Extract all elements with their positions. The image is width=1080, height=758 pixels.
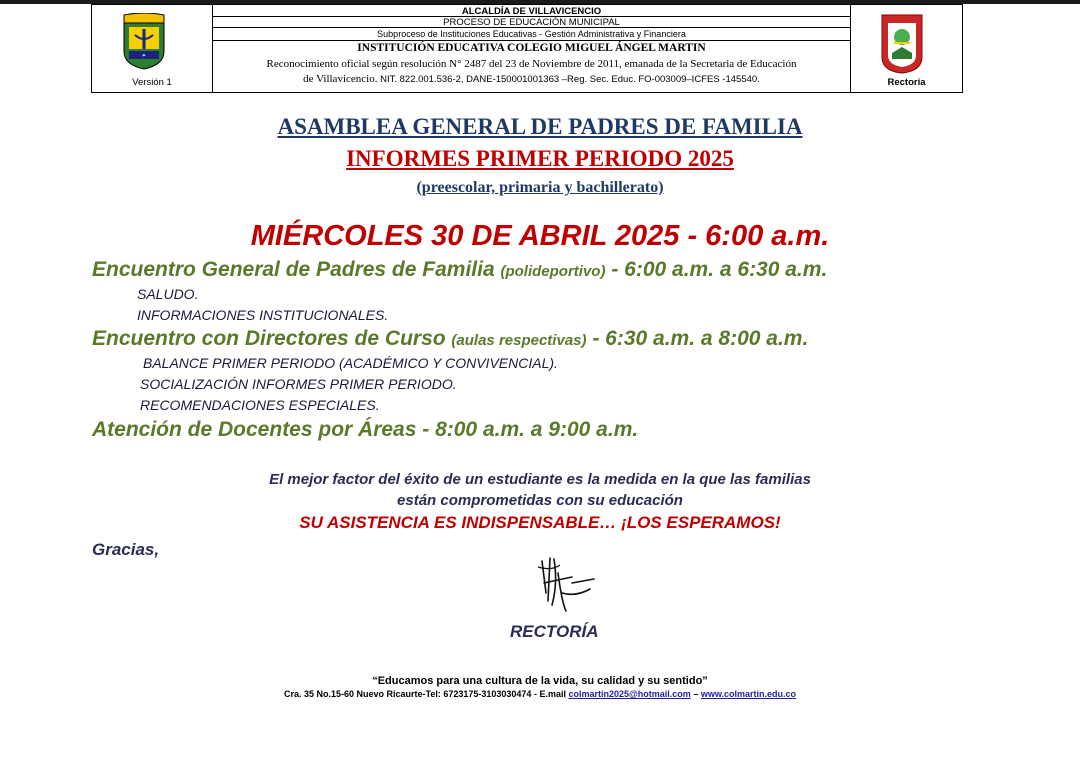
registration-line — [213, 72, 850, 87]
education-process-line: PROCESO DE EDUCACIÓN MUNICIPAL — [213, 17, 850, 28]
quote-line-1: El mejor factor del éxito de un estudiante es la medida en la que las familias — [269, 471, 811, 488]
registration-codes: NIT. 822.001.536-2, DANE-150001001363 –Reg. Sec. Educ. FO-003009–ICFES -145540. — [380, 74, 760, 85]
section-title: Encuentro con Directores de Curso — [92, 327, 446, 350]
institution-name: INSTITUCIÓN EDUCATIVA COLEGIO MIGUEL ÁNGEL MARTIN — [357, 42, 706, 54]
contact-line — [0, 689, 1080, 699]
section-title: Atención de Docentes por Áreas - 8:00 a.m. a 9:00 a.m. — [92, 418, 639, 441]
section-place: (aulas respectivas) — [451, 332, 587, 349]
rector-signature — [532, 553, 602, 619]
recognition-line: Reconocimiento oficial según resolución N° 2487 del 23 de Noviembre de 2011, emanada de la Secretaria de Educación — [266, 58, 797, 70]
letterhead-center — [213, 5, 850, 92]
agenda-item: SOCIALIZACIÓN INFORMES PRIMER PERIODO. — [140, 376, 457, 392]
registration-city: de Villavicencio. — [303, 73, 378, 85]
section-time: - 6:30 a.m. a 8:00 a.m. — [592, 327, 809, 350]
mayor-office-line: ALCALDÍA DE VILLAVICENCIO — [213, 6, 850, 17]
reports-title: INFORMES PRIMER PERIODO 2025 — [346, 146, 734, 171]
assembly-title: ASAMBLEA GENERAL DE PADRES DE FAMILIA — [277, 114, 803, 139]
version-label: Versión 1 — [132, 77, 172, 88]
rectoria-label: Rectoría — [887, 77, 926, 88]
section-title: Encuentro General de Padres de Familia — [92, 258, 495, 281]
svg-text:✦: ✦ — [141, 53, 147, 59]
signer-title: RECTORÍA — [510, 622, 599, 641]
levels-subtitle: (preescolar, primaria y bachillerato) — [416, 179, 664, 196]
agenda-item: INFORMACIONES INSTITUCIONALES. — [137, 307, 389, 323]
agenda-item: RECOMENDACIONES ESPECIALES. — [140, 397, 380, 413]
section-course-directors — [92, 327, 808, 351]
website-link[interactable]: www.colmartin.edu.co — [700, 689, 797, 699]
letterhead-right-cell — [850, 5, 962, 92]
section-general-meeting — [92, 258, 827, 282]
thanks-text: Gracias, — [92, 540, 160, 559]
agenda-item: SALUDO. — [137, 286, 199, 302]
agenda-item: BALANCE PRIMER PERIODO (ACADÉMICO Y CONVIVENCIAL). — [143, 355, 558, 371]
school-motto: “Educamos para una cultura de la vida, su calidad y su sentido” — [372, 675, 708, 687]
school-crest-logo-icon — [878, 11, 926, 75]
subprocess-line: Subproceso de Instituciones Educativas - Gestión Administrativa y Financiera — [213, 29, 850, 41]
separator: – — [693, 689, 699, 699]
attendance-call: SU ASISTENCIA ES INDISPENSABLE… ¡LOS ESPERAMOS! — [299, 513, 781, 532]
section-teachers-by-area — [92, 418, 638, 442]
municipal-shield-logo-icon — [121, 13, 167, 70]
quote-line-2: están comprometidas con su educación — [397, 492, 683, 509]
event-date: MIÉRCOLES 30 DE ABRIL 2025 - 6:00 a.m. — [250, 220, 830, 252]
section-time: - 6:00 a.m. a 6:30 a.m. — [611, 258, 828, 281]
letterhead-left-cell — [92, 5, 213, 92]
letterhead — [91, 4, 963, 93]
email-link[interactable]: colmartin2025@hotmail.com — [568, 689, 691, 699]
section-place: (polideportivo) — [500, 263, 606, 280]
address-text: Cra. 35 No.15-60 Nuevo Ricaurte-Tel: 6723175-3103030474 - E.mail — [283, 689, 566, 699]
